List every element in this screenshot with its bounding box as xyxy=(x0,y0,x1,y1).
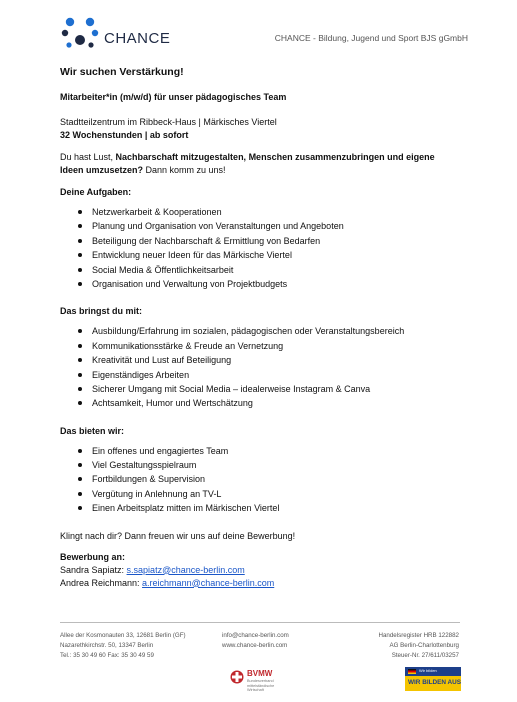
list-item-text: Vergütung in Anlehnung an TV-L xyxy=(92,488,222,499)
company-name: CHANCE - Bildung, Jugend und Sport BJS gGmbH xyxy=(274,33,468,43)
footer-registry xyxy=(379,631,459,661)
list-item xyxy=(60,205,460,219)
list-item xyxy=(60,458,460,472)
list-item xyxy=(60,248,460,262)
contact-email-link[interactable]: s.sapiatz@chance-berlin.com xyxy=(126,564,245,575)
location: Stadtteilzentrum im Ribbeck-Haus | Märkisches Viertel xyxy=(60,117,277,127)
list-item xyxy=(60,396,460,410)
wir-bilden-aus-badge xyxy=(405,667,461,691)
bullet-icon xyxy=(78,239,82,243)
footer-line: Handelsregister HRB 122882 xyxy=(378,632,459,639)
list-item xyxy=(60,472,460,486)
bullet-icon xyxy=(78,253,82,257)
list-item xyxy=(60,263,460,277)
bullet-icon xyxy=(78,282,82,286)
list-item xyxy=(60,487,460,501)
footer-line: Tel.: 35 30 49 60 Fax: 35 30 49 59 xyxy=(60,652,154,659)
contact-email-link[interactable]: a.reichmann@chance-berlin.com xyxy=(142,577,275,588)
tasks-title: Deine Aufgaben: xyxy=(60,187,132,197)
contact-line xyxy=(60,577,460,590)
list-item-text: Achtsamkeit, Humor und Wertschätzung xyxy=(92,398,253,409)
footer-divider xyxy=(60,622,460,623)
bvmw-subtitle: Bundesverband mittelständische Wirtschaft xyxy=(247,679,275,692)
intro-bold: Nachbarschaft mitzugestalten, Menschen zusammenzubringen und eigene Ideen umzusetzen? xyxy=(60,152,435,175)
list-item-text: Ein offenes und engagiertes Team xyxy=(92,445,229,456)
footer-line: AG Berlin-Charlottenburg xyxy=(389,642,459,649)
intro-part1: Du hast Lust, xyxy=(60,152,116,162)
list-item xyxy=(60,382,460,396)
bullet-icon xyxy=(78,224,82,228)
contact-name: Sandra Sapiatz: xyxy=(60,564,127,575)
offer-list xyxy=(60,444,460,516)
bullet-icon xyxy=(78,449,82,453)
footer-address xyxy=(60,631,186,661)
bvmw-mark-icon xyxy=(230,670,244,684)
list-item-text: Fortbildungen & Supervision xyxy=(92,474,206,485)
bullet-icon xyxy=(78,492,82,496)
position-title: Mitarbeiter*in (m/w/d) für unser pädagogisches Team xyxy=(60,92,287,102)
list-item-text: Organisation und Verwaltung von Projektbudgets xyxy=(92,278,288,289)
list-item-text: Sicherer Umgang mit Social Media – idealerweise Instagram & Canva xyxy=(92,383,371,394)
footer-line: Nazarethkirchstr. 50, 13347 Berlin xyxy=(60,642,154,649)
list-item xyxy=(60,339,460,353)
list-item xyxy=(60,219,460,233)
bullet-icon xyxy=(78,268,82,272)
list-item-text: Kreativität und Lust auf Beteiligung xyxy=(92,355,232,366)
contact-line xyxy=(60,564,460,577)
headline: Wir suchen Verstärkung! xyxy=(60,66,184,78)
bullet-icon xyxy=(78,477,82,481)
job-posting xyxy=(60,66,460,590)
closing-text: Klingt nach dir? Dann freuen wir uns auf deine Bewerbung! xyxy=(60,530,296,541)
list-item xyxy=(60,444,460,458)
list-item-text: Kommunikationsstärke & Freude an Vernetzung xyxy=(92,340,284,351)
bullet-icon xyxy=(78,358,82,362)
footer-website[interactable]: www.chance-berlin.com xyxy=(222,642,288,649)
bullet-icon xyxy=(78,344,82,348)
list-item xyxy=(60,501,460,515)
list-item xyxy=(60,324,460,338)
footer-email[interactable]: info@chance-berlin.com xyxy=(222,632,289,639)
bullet-icon xyxy=(78,210,82,214)
brand-name: CHANCE xyxy=(104,30,171,47)
requirements-title: Das bringst du mit: xyxy=(60,306,143,317)
offer-title: Das bieten wir: xyxy=(60,425,125,436)
bullet-icon xyxy=(78,387,82,391)
application-title: Bewerbung an: xyxy=(60,551,126,562)
intro-part2: Dann komm zu uns! xyxy=(143,165,226,175)
contact-name: Andrea Reichmann: xyxy=(60,577,143,588)
bvmw-logo xyxy=(230,667,290,693)
bullet-icon xyxy=(78,373,82,377)
list-item-text: Viel Gestaltungsspielraum xyxy=(92,460,197,471)
badge-text: WIR BILDEN AUS xyxy=(408,679,462,686)
list-item-text: Planung und Organisation von Veranstaltungen und Angeboten xyxy=(92,221,344,232)
list-item xyxy=(60,353,460,367)
list-item xyxy=(60,234,460,248)
bullet-icon xyxy=(78,506,82,510)
badge-small-text: Wir bilden xyxy=(419,668,437,673)
hours: 32 Wochenstunden | ab sofort xyxy=(60,130,189,140)
list-item-text: Beteiligung der Nachbarschaft & Ermittlung von Bedarfen xyxy=(92,235,321,246)
list-item-text: Social Media & Öffentlichkeitsarbeit xyxy=(92,264,234,275)
list-item-text: Einen Arbeitsplatz mitten im Märkischen Viertel xyxy=(92,503,280,514)
list-item xyxy=(60,277,460,291)
list-item-text: Entwicklung neuer Ideen für das Märkische Viertel xyxy=(92,250,292,261)
chance-logo-icon xyxy=(60,16,100,50)
footer-line: Steuer-Nr. 27/611/03257 xyxy=(391,652,459,659)
bullet-icon xyxy=(78,401,82,405)
requirements-list xyxy=(60,324,460,410)
german-flag-icon xyxy=(408,669,416,674)
bvmw-name: BVMW xyxy=(247,669,273,678)
footer-line: Allee der Kosmonauten 33, 12681 Berlin (GF) xyxy=(60,632,186,639)
bullet-icon xyxy=(78,329,82,333)
intro-text xyxy=(60,151,460,177)
list-item-text: Netzwerkarbeit & Kooperationen xyxy=(92,207,222,217)
letterhead xyxy=(60,14,468,54)
tasks-list xyxy=(60,205,460,291)
bullet-icon xyxy=(78,463,82,467)
list-item-text: Eigenständiges Arbeiten xyxy=(92,369,190,380)
list-item xyxy=(60,368,460,382)
footer-contact xyxy=(222,631,289,651)
list-item-text: Ausbildung/Erfahrung im sozialen, pädagogischen oder Veranstaltungsbereich xyxy=(92,326,405,337)
